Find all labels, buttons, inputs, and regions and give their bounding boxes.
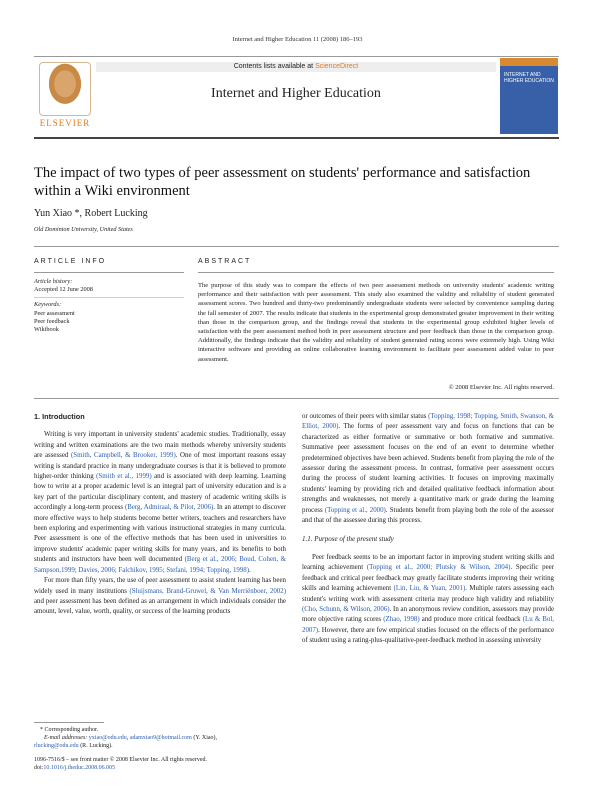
history-value: Accepted 12 June 2008 bbox=[34, 286, 93, 294]
section-heading: 1. Introduction bbox=[34, 412, 85, 421]
left-column bbox=[34, 412, 286, 618]
text-run: . One of most important reasons essay writing is standard practice in many undergraduate courses is that it is believed to promote higher-order thinking bbox=[34, 452, 286, 481]
email-link[interactable]: yxiao@odu.edu bbox=[88, 735, 127, 741]
text-run: and peer assessment has been defined as an arrangement in which individuals consider the amount, level, value, worth, quality, or success of the learning products bbox=[34, 597, 286, 616]
tree-logo-icon bbox=[39, 62, 91, 116]
cover-title: INTERNET AND HIGHER EDUCATION bbox=[504, 72, 554, 84]
paragraph bbox=[34, 576, 286, 618]
text-run: and produce more critical feedback bbox=[419, 616, 523, 624]
text-run: . Specific peer feedback and critical peer feedback may greatly facilitate students improving their writing skills and learning achievement bbox=[302, 564, 555, 593]
abstract-bottom-divider bbox=[34, 398, 559, 399]
citation-link[interactable]: (Cho, Schunn, & Wilson, 2006) bbox=[302, 605, 390, 613]
abstract-text: The purpose of this study was to compare the effects of two peer assessment methods on university students' academic writing performance and their satisfaction with peer assessment. This study also examined the validity and reliability of student generated assessment scores. Two hundred and thirty-two predominantly undergraduate students were selected by convenience sampling during the fall semester of 2007. The results indicate that students in the experimental group demonstrated greater improvement in their writing than those in the comparison group, and the findings reveal that students in the experimental group exhibited higher levels of satisfaction with the peer assessment method both in peer assessment structure and peer feedback than those in the comparison group. Additionally, the findings indicate that the validity and reliability of student generated rating scores were extremely high. Using Wiki interactive software and providing an online collaborative learning environment to facilitate peer assessment added value to peer assessment. bbox=[198, 282, 554, 363]
article-info bbox=[34, 278, 184, 334]
doi-link[interactable]: 10.1016/j.iheduc.2008.06.005 bbox=[43, 765, 116, 771]
affiliation: Old Dominion University, United States bbox=[34, 226, 133, 233]
citation-link[interactable]: (Lu & Bol, 2007) bbox=[302, 616, 554, 634]
separator: , bbox=[126, 735, 130, 741]
doi-prefix: doi: bbox=[34, 765, 44, 771]
title-divider bbox=[34, 246, 559, 247]
footnote-rule bbox=[34, 722, 104, 723]
citation-link[interactable]: (Berg, Admiraal, & Pilot, 2006) bbox=[124, 504, 214, 512]
article-info-divider bbox=[34, 272, 184, 273]
citation-link[interactable]: (Lin, Liu, & Yuan, 2001) bbox=[393, 585, 466, 593]
email-owner: (Y. Xiao), bbox=[191, 735, 218, 741]
citation-link[interactable]: (Zhao, 1998) bbox=[383, 616, 420, 624]
journal-title: Internet and Higher Education bbox=[211, 86, 381, 101]
article-title: The impact of two types of peer assessment on students' performance and satisfaction within a Wiki environment bbox=[34, 165, 531, 199]
citation-link[interactable]: (Berg et al., 2006; Boud, Cohen, & Sampson,1999; Davies, 2006; Falchikov, 1995; Stefani, 1994; Topping, 1998) bbox=[34, 556, 286, 574]
issn-line: 1096-7516/$ – see front matter © 2008 Elsevier Inc. All rights reserved. bbox=[34, 757, 208, 763]
sciencedirect-link[interactable]: ScienceDirect bbox=[315, 63, 359, 70]
email-label: E-mail addresses: bbox=[44, 735, 89, 741]
text-run: . bbox=[249, 566, 251, 574]
info-sub-divider bbox=[34, 297, 184, 298]
text-run: For more than fifty years, the use of peer assessment to assist student learning has been widely used in many institutions bbox=[34, 577, 286, 595]
paragraph bbox=[302, 553, 554, 647]
history-label: Article history: bbox=[34, 278, 73, 285]
text-run: . In an anonymous review condition, assessors may provide more objective rating scores bbox=[302, 605, 555, 624]
abstract-copyright: © 2008 Elsevier Inc. All rights reserved. bbox=[448, 384, 554, 391]
citation-link[interactable]: (Smith, Campbell, & Brooker, 1999) bbox=[70, 452, 176, 460]
email-link[interactable]: rlucking@odu.edu bbox=[34, 743, 79, 749]
elsevier-logo bbox=[34, 60, 96, 130]
journal-cover bbox=[500, 58, 558, 134]
abstract-divider bbox=[198, 272, 554, 273]
keyword: Peer assessment bbox=[34, 309, 75, 317]
text-run: and is associated with deep learning. Learning how to write at a proper academic level is an integral part of university education and is a key part of the particular disciplinary content, and mastery of academic writing skills is accordingly a long-term process bbox=[34, 473, 286, 512]
text-run: . In an attempt to discover more effective ways to help students become better writers, teachers and researchers have been exploring and experimenting with various instructional strategies in many curricula. Peer assessment is one of the effective methods that has been used in universities to improve students' academic paper writing skills for many years, and its benefits to both students and instructors have been well documented bbox=[34, 504, 286, 564]
footnotes bbox=[34, 726, 286, 772]
authors: Yun Xiao *, Robert Lucking bbox=[34, 208, 148, 219]
publisher-name: ELSEVIER bbox=[39, 118, 91, 128]
citation-link[interactable]: (Topping, 1998; Topping, Smith, Swanson, & Elliot, 2000) bbox=[302, 413, 554, 431]
citation-link[interactable]: (Topping et al., 2000; Plutsky & Wilson, 2004) bbox=[366, 564, 511, 572]
text-run: Peer feedback seems to be an important factor in improving student writing skills and learning achievement bbox=[302, 553, 554, 572]
contents-prefix: Contents lists available at bbox=[233, 63, 316, 70]
paragraph bbox=[34, 430, 286, 576]
subsection-heading: 1.1. Purpose of the present study bbox=[302, 535, 394, 544]
contents-line bbox=[96, 62, 496, 72]
email-owner: (R. Lucking). bbox=[78, 743, 113, 749]
text-run: Writing is very important in university students' academic studies. Traditionally, essay writing and written examinations are the two main methods whereby university students are assessed bbox=[34, 431, 286, 460]
keywords-label: Keywords: bbox=[34, 301, 62, 309]
email-link[interactable]: adamxiao9@hotmail.com bbox=[129, 735, 192, 741]
email-line bbox=[34, 742, 286, 750]
abstract-heading: ABSTRACT bbox=[198, 258, 252, 265]
citation-link[interactable]: (Sluijsmans, Brand-Gruwel, & Van Merriënboer, 2002) bbox=[129, 587, 286, 595]
cover-stripe bbox=[500, 58, 558, 66]
keyword: Wikibook bbox=[34, 326, 59, 334]
text-run: or outcomes of their peers with similar status bbox=[302, 413, 429, 420]
doi-line bbox=[34, 764, 286, 772]
keyword: Peer feedback bbox=[34, 317, 70, 325]
email-line bbox=[34, 734, 286, 742]
paragraph bbox=[302, 412, 554, 526]
right-column bbox=[302, 412, 554, 647]
text-run: . The forms of peer assessment vary and focus on functions that can be characterized as either formative or summative or both formative and summative. Summative peer assessment focuses on the end of an event to determine whether predetermined objectives have been achieved. Students benefit from playing the role of the assessor during the assessment process. In contrast, formative peer assessment occurs during the process of student learning activities. It focuses on improving maximally students' learning by providing rich and detailed qualitative feedback information about strengths and weaknesses, not merely a quantitative mark or grade during the learning process bbox=[302, 423, 554, 514]
corresponding-note: * Corresponding author. bbox=[40, 727, 99, 733]
citation-link[interactable]: (Topping et al., 2000) bbox=[324, 506, 386, 514]
running-header: Internet and Higher Education 11 (2008) 186–193 bbox=[232, 36, 363, 43]
article-info-heading: ARTICLE INFO bbox=[34, 258, 107, 265]
text-run: . Multiple raters assessing each student's writing work with assessment criteria may produce high validity and reliability bbox=[302, 585, 554, 603]
text-run: . However, there are few empirical studies focused on the effects of the performance of student using a rating-plus-qualitative-peer-feedback method in assessing university bbox=[302, 626, 554, 645]
citation-link[interactable]: (Smith et al., 1999) bbox=[96, 473, 152, 481]
text-run: . Students benefit from playing both the role of the assessor and that of the assessee during this process. bbox=[302, 506, 554, 525]
